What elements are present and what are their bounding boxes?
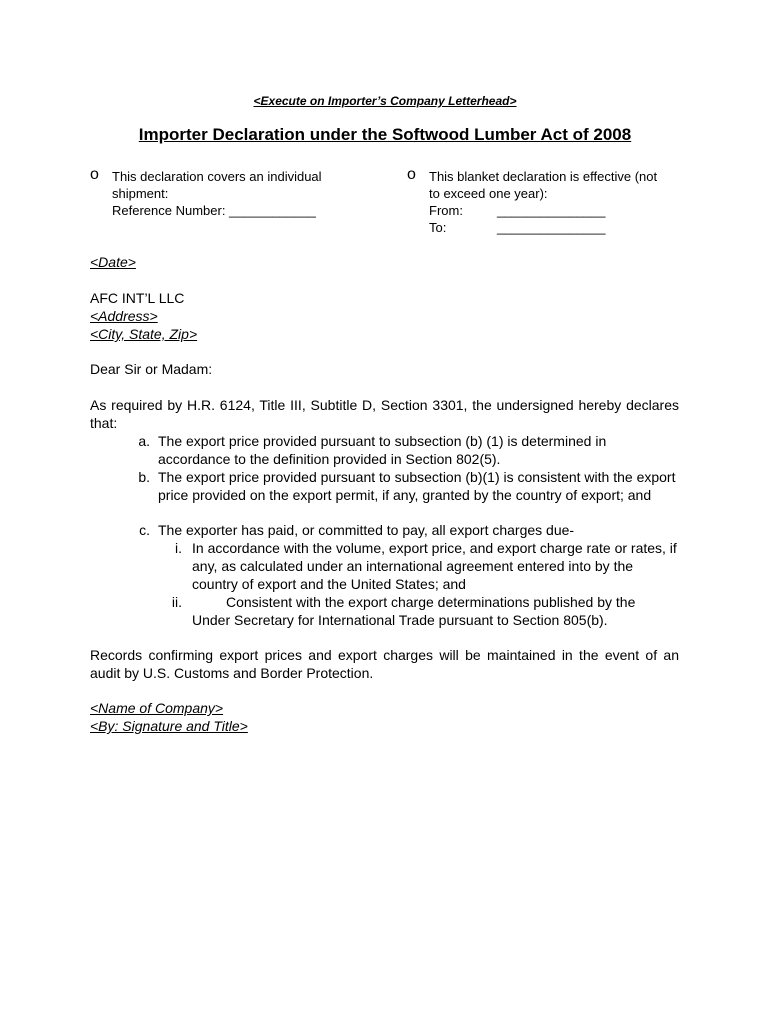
blanket-option-line-1: This blanket declaration is effective (not bbox=[429, 169, 658, 184]
to-date-row bbox=[429, 219, 694, 236]
to-date-field[interactable]: _______________ bbox=[497, 220, 606, 235]
to-label: To: bbox=[429, 220, 447, 235]
declaration-text: The export price provided pursuant to subsection (b)(1) is consistent with the export price provided on the export permit, if any, granted by the country of export; and bbox=[158, 469, 676, 503]
declaration-text: The exporter has paid, or committed to pay, all export charges due- bbox=[158, 522, 575, 538]
document-title: Importer Declaration under the Softwood Lumber Act of 2008 bbox=[138, 125, 632, 144]
individual-option-line-1: This declaration covers an individual bbox=[112, 169, 322, 184]
declaration-marker: a. bbox=[138, 433, 150, 449]
blanket-option-line-2: to exceed one year): bbox=[429, 186, 548, 201]
recipient-name: AFC INT’L LLC bbox=[90, 290, 185, 306]
from-date-row bbox=[429, 202, 694, 219]
declaration-text: The export price provided pursuant to subsection (b) (1) is determined in accordance to the definition provided in Section 802(5). bbox=[158, 433, 607, 467]
individual-option-line-2: shipment: bbox=[112, 186, 169, 201]
recipient-address: <Address> bbox=[90, 308, 158, 324]
declaration-sub-text: Consistent with the export charge determinations published by the Under Secretary for International Trade pursuant to Section 805(b). bbox=[192, 594, 636, 628]
option-bullet-icon: o bbox=[407, 166, 416, 183]
intro-paragraph: As required by H.R. 6124, Title III, Subtitle D, Section 3301, the undersigned hereby declares that: bbox=[90, 397, 679, 431]
records-paragraph: Records confirming export prices and export charges will be maintained in the event of an audit by U.S. Customs and Border Protection. bbox=[90, 647, 679, 681]
option-bullet-icon: o bbox=[90, 166, 99, 183]
declaration-sub-text: In accordance with the volume, export price, and export charge rate or rates, if any, as calculated under an international agreement entered into by the country of export and the United States; and bbox=[192, 540, 677, 592]
declaration-sub-marker: i. bbox=[175, 540, 182, 556]
letterhead-instruction: <Execute on Importer’s Company Letterhead> bbox=[253, 94, 517, 108]
from-label: From: bbox=[429, 203, 463, 218]
signature-title-placeholder: <By: Signature and Title> bbox=[90, 718, 248, 734]
recipient-city-state-zip: <City, State, Zip> bbox=[90, 326, 198, 342]
blanket-declaration-option[interactable] bbox=[407, 168, 697, 248]
company-name-placeholder: <Name of Company> bbox=[90, 700, 224, 716]
declaration-marker: b. bbox=[138, 469, 150, 485]
individual-shipment-option[interactable] bbox=[90, 168, 380, 238]
date-placeholder: <Date> bbox=[90, 254, 136, 270]
from-date-field[interactable]: _______________ bbox=[497, 203, 606, 218]
reference-number-field[interactable]: Reference Number: ____________ bbox=[112, 203, 316, 218]
declaration-marker: c. bbox=[139, 522, 150, 538]
salutation: Dear Sir or Madam: bbox=[90, 361, 213, 377]
declaration-sub-marker: ii. bbox=[171, 594, 182, 610]
